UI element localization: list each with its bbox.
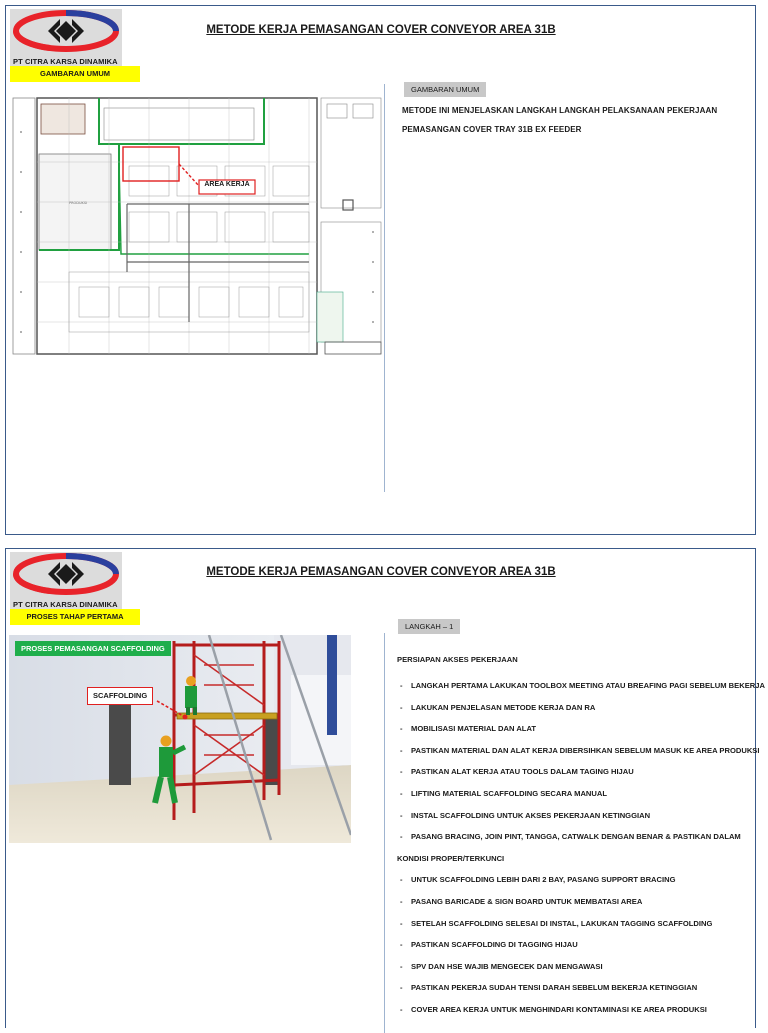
column-divider	[384, 633, 385, 1033]
step-list	[397, 653, 765, 1021]
method-description	[402, 106, 752, 144]
gambaran-umum-tag: GAMBARAN UMUM	[404, 82, 486, 97]
svg-text:PRODUKSI: PRODUKSI	[69, 201, 88, 205]
list-item: - UNTUK SCAFFOLDING LEBIH DARI 2 BAY, PASANG SUPPORT BRACING	[397, 869, 753, 891]
area-kerja-callout: AREA KERJA	[204, 181, 250, 188]
logo-mark-icon	[10, 9, 122, 55]
scaffolding-callout: SCAFFOLDING	[87, 687, 153, 705]
list-item: - PASTIKAN MATERIAL DAN ALAT KERJA DIBERSIHKAN SEBELUM MASUK KE AREA PRODUKSI	[397, 740, 753, 762]
scaffolding-banner: PROSES PEMASANGAN SCAFFOLDING	[15, 641, 171, 656]
list-item: - PASANG BARICADE & SIGN BOARD UNTUK MEMBATASI AREA	[397, 891, 753, 913]
scaffolding-illustration	[9, 635, 351, 843]
list-item: - LANGKAH PERTAMA LAKUKAN TOOLBOX MEETING ATAU BREAFING PAGI SEBELUM BEKERJA	[397, 675, 753, 697]
logo-mark-icon	[10, 552, 122, 598]
list-item: - LAKUKAN PENJELASAN METODE KERJA DAN RA	[397, 697, 753, 719]
list-item: - INSTAL SCAFFOLDING UNTUK AKSES PEKERJAAN KETINGGIAN	[397, 805, 753, 827]
slide-proses-tahap-pertama	[5, 548, 765, 1028]
page-title: METODE KERJA PEMASANGAN COVER CONVEYOR AREA 31B	[206, 24, 556, 36]
list-item: - MOBILISASI MATERIAL DAN ALAT	[397, 718, 753, 740]
list-item-text: PASANG BRACING, JOIN PINT, TANGGA, CATWALK DENGAN BENAR & PASTIKAN DALAM	[411, 832, 741, 842]
list-item: - SPV DAN HSE WAJIB MENGECEK DAN MENGAWASI	[397, 956, 753, 978]
description-line: PEMASANGAN COVER TRAY 31B EX FEEDER	[402, 125, 582, 134]
list-item-continuation	[397, 848, 753, 870]
company-logo	[10, 552, 122, 610]
list-item	[397, 826, 753, 848]
langkah-tag: LANGKAH – 1	[398, 619, 460, 634]
list-item: - PASTIKAN ALAT KERJA ATAU TOOLS DALAM TAGING HIJAU	[397, 761, 753, 783]
list-item-continuation-text: KONDISI PROPER/TERKUNCI	[397, 853, 505, 863]
column-divider	[384, 84, 385, 492]
list-item: - PASTIKAN PEKERJA SUDAH TENSI DARAH SEBELUM BEKERJA KETINGGIAN	[397, 977, 753, 999]
list-item: - PASTIKAN SCAFFOLDING DI TAGGING HIJAU	[397, 934, 753, 956]
company-name: PT CITRA KARSA DINAMIKA	[13, 57, 118, 66]
section-label: GAMBARAN UMUM	[10, 66, 140, 82]
list-item: - LIFTING MATERIAL SCAFFOLDING SECARA MANUAL	[397, 783, 753, 805]
slide-gambaran-umum	[5, 5, 756, 535]
section-label: PROSES TAHAP PERTAMA	[10, 609, 140, 625]
description-line: METODE INI MENJELASKAN LANGKAH LANGKAH PELAKSANAAN PEKERJAAN	[402, 106, 718, 115]
list-item: - SETELAH SCAFFOLDING SELESAI DI INSTAL, LAKUKAN TAGGING SCAFFOLDING	[397, 913, 753, 935]
list-item: - COVER AREA KERJA UNTUK MENGHINDARI KONTAMINASI KE AREA PRODUKSI	[397, 999, 753, 1021]
steps-heading: PERSIAPAN AKSES PEKERJAAN	[397, 655, 518, 664]
floor-plan-drawing	[9, 92, 384, 368]
company-logo	[10, 9, 122, 67]
company-name: PT CITRA KARSA DINAMIKA	[13, 600, 118, 609]
page-title: METODE KERJA PEMASANGAN COVER CONVEYOR AREA 31B	[206, 566, 556, 578]
